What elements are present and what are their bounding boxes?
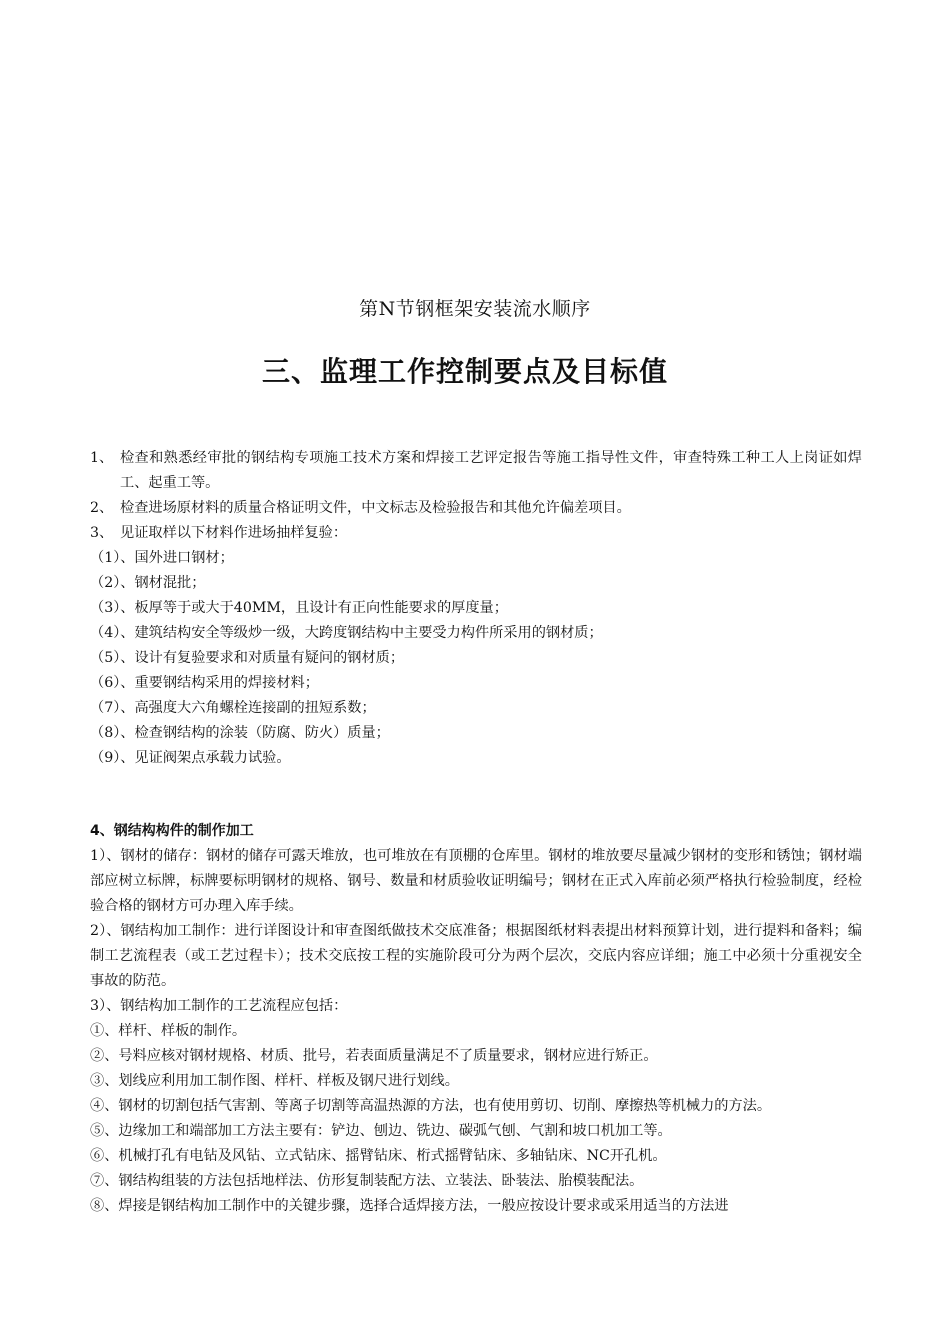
sub-list-item: （5）、设计有复验要求和对质量有疑问的钢材质； bbox=[90, 650, 405, 666]
paragraph: ③、划线应利用加工制作图、样杆、样板及钢尺进行划线。 bbox=[90, 1073, 459, 1089]
item-number: 1、 bbox=[90, 450, 114, 466]
sub-list-item: （8）、检查钢结构的涂装（防腐、防火）质量； bbox=[90, 725, 390, 741]
sub-list-item: （3）、板厚等于或大于40MM，且设计有正向性能要求的厚度量； bbox=[90, 600, 508, 616]
control-points-list bbox=[90, 446, 862, 771]
paragraph: ⑥、机械打孔有电钻及风钻、立式钻床、摇臂钻床、桁式摇臂钻床、多轴钻床、NC开孔机。 bbox=[90, 1148, 667, 1164]
paragraph: ⑤、边缘加工和端部加工方法主要有：铲边、刨边、铣边、碳弧气刨、气割和坡口机加工等。 bbox=[90, 1123, 672, 1139]
item-text: 检查进场原材料的质量合格证明文件，中文标志及检验报告和其他允许偏差项目。 bbox=[120, 500, 631, 516]
paragraph: 3）、钢结构加工制作的工艺流程应包括： bbox=[90, 998, 348, 1014]
section-heading: 4、钢结构构件的制作加工 bbox=[90, 823, 254, 839]
sub-list-item: （4）、建筑结构安全等级炒一级，大跨度钢结构中主要受力构件所采用的钢材质； bbox=[90, 625, 603, 641]
paragraph: ②、号料应核对钢材规格、材质、批号，若表面质量满足不了质量要求，钢材应进行矫正。 bbox=[90, 1048, 658, 1064]
item-text: 检查和熟悉经审批的钢结构专项施工技术方案和焊接工艺评定报告等施工指导性文件，审查特殊工种工人上岗证如焊工、起重工等。 bbox=[120, 450, 862, 491]
section-subtitle: 第N节钢框架安装流水顺序 bbox=[359, 298, 591, 320]
sub-list-item: （6）、重要钢结构采用的焊接材料； bbox=[90, 675, 319, 691]
item-text: 见证取样以下材料作进场抽样复验： bbox=[120, 525, 348, 541]
sub-list-item: （2）、钢材混批； bbox=[90, 575, 206, 591]
section-4 bbox=[90, 819, 862, 1219]
paragraph: ④、钢材的切割包括气害割、等离子切割等高温热源的方法，也有使用剪切、切削、摩擦热等机械力的方法。 bbox=[90, 1098, 772, 1114]
sub-list-item: （9）、见证阀架点承载力试验。 bbox=[90, 750, 291, 766]
item-number: 2、 bbox=[90, 500, 114, 516]
sub-list-item: （7）、高强度大六角螺栓连接副的扭短系数； bbox=[90, 700, 376, 716]
page-title: 三、监理工作控制要点及目标值 bbox=[261, 355, 668, 388]
item-number: 3、 bbox=[90, 525, 114, 541]
paragraph: ⑧、焊接是钢结构加工制作中的关键步骤，选择合适焊接方法，一般应按设计要求或采用适当的方法进 bbox=[90, 1198, 729, 1214]
paragraph: 2）、钢结构加工制作：进行详图设计和审查图纸做技术交底准备；根据图纸材料表提出材料预算计划，进行提料和备料；编制工艺流程表（或工艺过程卡）；技术交底按工程的实施阶段可分为两个层次，交底内容应详细；施工中必须十分重视安全事故的防范。 bbox=[90, 923, 862, 989]
paragraph: 1）、钢材的储存：钢材的储存可露天堆放，也可堆放在有顶棚的仓库里。钢材的堆放要尽量减少钢材的变形和锈蚀；钢材端部应树立标牌，标牌要标明钢材的规格、钢号、数量和材质验收证明编号；钢材在正式入库前必须严格执行检验制度，经检验合格的钢材方可办理入库手续。 bbox=[90, 848, 862, 914]
list-item bbox=[90, 521, 862, 546]
list-item bbox=[90, 496, 862, 521]
sub-list-item: （1）、国外进口钢材； bbox=[90, 550, 234, 566]
list-item bbox=[90, 446, 862, 496]
paragraph: ⑦、钢结构组装的方法包括地样法、仿形复制装配方法、立装法、卧装法、胎模装配法。 bbox=[90, 1173, 644, 1189]
paragraph: ①、样杆、样板的制作。 bbox=[90, 1023, 247, 1039]
